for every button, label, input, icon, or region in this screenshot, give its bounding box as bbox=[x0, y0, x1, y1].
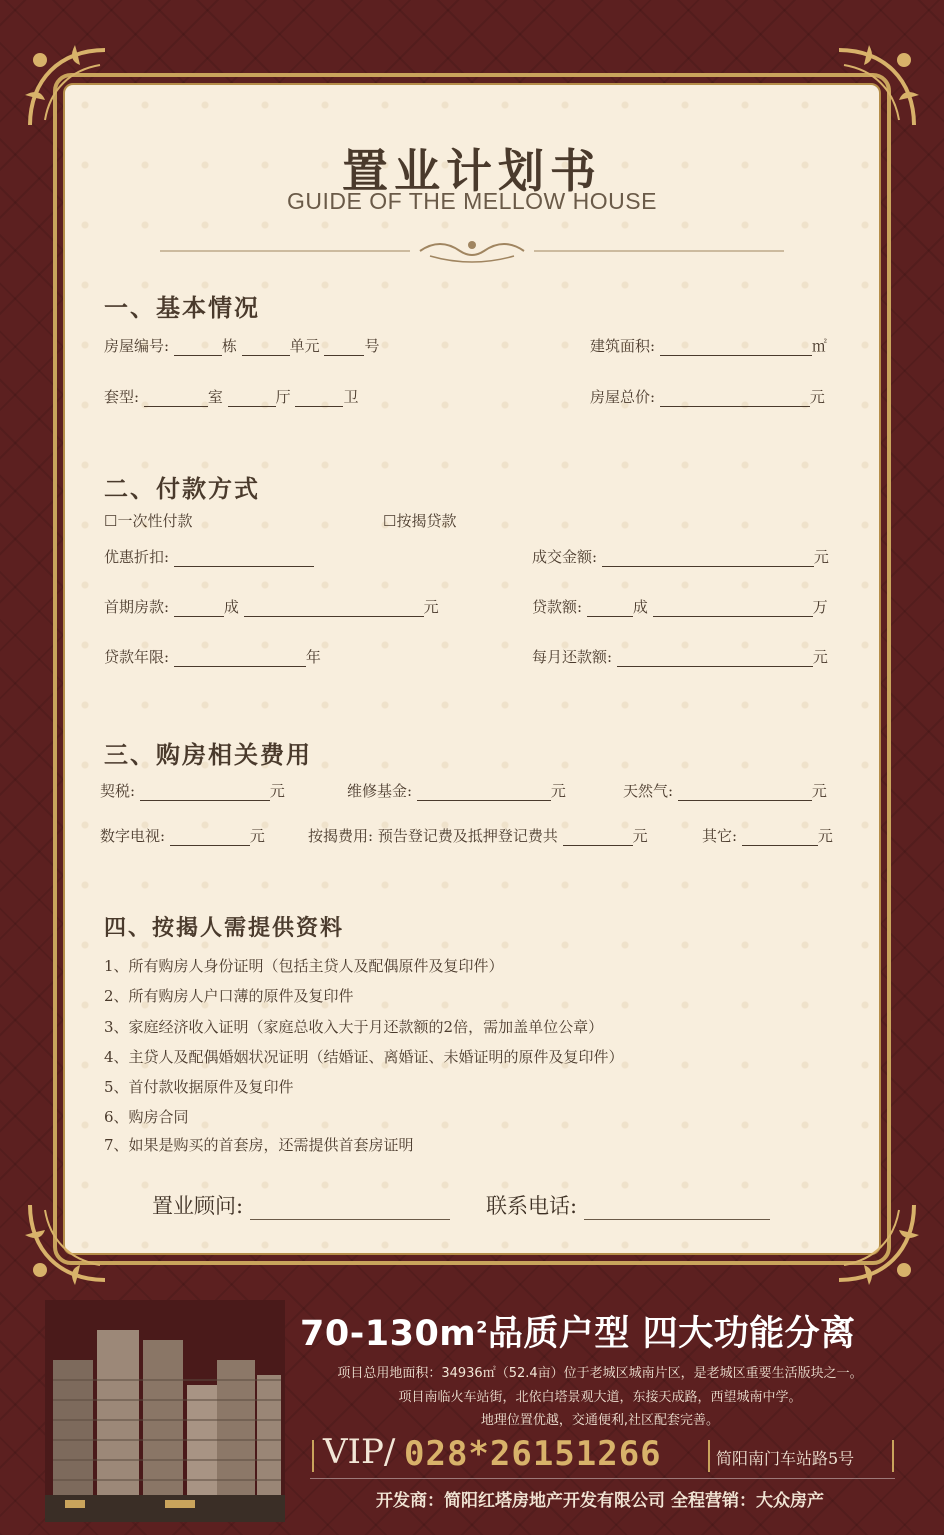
ad-headline-size: 70-130m bbox=[300, 1314, 477, 1354]
list-item: 2、所有购房人户口薄的原件及复印件 bbox=[104, 987, 354, 1005]
mortgage-fee-row bbox=[308, 825, 648, 846]
loan-percent-field[interactable] bbox=[587, 602, 633, 617]
gas-fee-field[interactable] bbox=[678, 786, 812, 801]
list-item: 1、所有购房人身份证明（包括主贷人及配偶原件及复印件） bbox=[104, 957, 504, 975]
repair-fund-field[interactable] bbox=[417, 786, 551, 801]
repair-fund-row bbox=[347, 780, 566, 801]
other-fee-label: 其它: bbox=[702, 827, 738, 845]
ad-headline-text: 品质户型 四大功能分离 bbox=[487, 1314, 856, 1354]
discount-row bbox=[104, 546, 314, 567]
mortgage-fee-label: 按揭费用: 预告登记费及抵押登记费共 bbox=[308, 827, 558, 845]
list-item: 6、购房合同 bbox=[104, 1108, 189, 1126]
list-item: 3、家庭经济收入证明（家庭总收入大于月还款额的2倍，需加盖单位公章） bbox=[104, 1018, 604, 1036]
page-subtitle: GUIDE OF THE MELLOW HOUSE bbox=[287, 188, 657, 214]
hotline-number[interactable]: 028*26151266 bbox=[404, 1434, 662, 1474]
building-render-image bbox=[45, 1300, 285, 1522]
deed-tax-row bbox=[100, 780, 285, 801]
gas-fee-row bbox=[623, 780, 827, 801]
room-label: 室 bbox=[207, 388, 223, 406]
room-number-label: 房屋编号: bbox=[104, 337, 170, 355]
corner-ornament-icon bbox=[20, 1200, 110, 1290]
loan-years-row bbox=[104, 646, 321, 667]
separator-line bbox=[312, 1440, 314, 1472]
ad-description-3: 地理位置优越，交通便利,社区配套完善。 bbox=[480, 1413, 720, 1428]
type-row bbox=[104, 386, 358, 407]
type-label: 套型: bbox=[104, 388, 140, 406]
corner-ornament-icon bbox=[834, 1200, 924, 1290]
list-item: 4、主贷人及配偶婚姻状况证明（结婚证、离婚证、未婚证明的原件及复印件） bbox=[104, 1048, 624, 1066]
loan-amount-row bbox=[532, 596, 828, 617]
down-payment-row bbox=[104, 596, 439, 617]
down-payment-label: 首期房款: bbox=[104, 598, 170, 616]
digital-tv-row bbox=[100, 825, 265, 846]
section-basic-heading: 一、基本情况 bbox=[104, 293, 260, 322]
repair-fund-label: 维修基金: bbox=[347, 782, 413, 800]
section-payment-heading: 二、付款方式 bbox=[104, 474, 260, 503]
corner-ornament-icon bbox=[20, 40, 110, 130]
ad-description-2: 项目南临火车站街，北依白塔景观大道，东接天成路，西望城南中学。 bbox=[398, 1390, 802, 1405]
mortgage-checkbox[interactable]: ☐按揭贷款 bbox=[383, 512, 457, 530]
total-price-row bbox=[590, 386, 825, 407]
unit-label: 单元 bbox=[289, 337, 320, 355]
bath-label: 卫 bbox=[343, 388, 359, 406]
other-fee-row bbox=[702, 825, 833, 846]
room-number-row bbox=[104, 335, 379, 356]
monthly-payment-label: 每月还款额: bbox=[532, 648, 613, 666]
advisor-row bbox=[152, 1190, 450, 1220]
corner-ornament-icon bbox=[834, 40, 924, 130]
gas-fee-label: 天然气: bbox=[623, 782, 674, 800]
mortgage-fee-field[interactable] bbox=[563, 831, 633, 846]
year-unit: 年 bbox=[305, 648, 321, 666]
yuan-unit: 元 bbox=[423, 598, 439, 616]
contact-phone-label: 联系电话: bbox=[486, 1194, 578, 1218]
section-documents-heading: 四、按揭人需提供资料 bbox=[104, 915, 345, 941]
area-unit: ㎡ bbox=[811, 337, 827, 355]
wan-unit: 万 bbox=[812, 598, 828, 616]
monthly-payment-field[interactable] bbox=[617, 652, 813, 667]
deal-amount-row bbox=[532, 546, 829, 567]
number-field[interactable] bbox=[324, 341, 364, 356]
down-percent-field[interactable] bbox=[174, 602, 224, 617]
yuan-unit: 元 bbox=[249, 827, 265, 845]
hall-field[interactable] bbox=[228, 392, 276, 407]
percent-unit: 成 bbox=[223, 598, 239, 616]
room-field[interactable] bbox=[144, 392, 208, 407]
area-field[interactable] bbox=[660, 341, 812, 356]
loan-years-label: 贷款年限: bbox=[104, 648, 170, 666]
scroll-divider-icon bbox=[160, 236, 784, 266]
total-price-label: 房屋总价: bbox=[590, 388, 656, 406]
contact-phone-field[interactable] bbox=[584, 1199, 770, 1220]
down-amount-field[interactable] bbox=[244, 602, 424, 617]
full-payment-checkbox[interactable]: ☐一次性付款 bbox=[104, 512, 193, 530]
yuan-unit: 元 bbox=[811, 782, 827, 800]
deal-amount-field[interactable] bbox=[602, 552, 814, 567]
yuan-unit: 元 bbox=[632, 827, 648, 845]
building-label: 栋 bbox=[221, 337, 237, 355]
yuan-unit: 元 bbox=[809, 388, 825, 406]
deed-tax-field[interactable] bbox=[140, 786, 270, 801]
digital-tv-field[interactable] bbox=[170, 831, 250, 846]
separator-line bbox=[708, 1440, 710, 1472]
loan-label: 贷款额: bbox=[532, 598, 583, 616]
discount-field[interactable] bbox=[174, 552, 314, 567]
separator-line bbox=[892, 1440, 894, 1472]
footer-divider bbox=[310, 1478, 895, 1479]
ad-description-1: 项目总用地面积：34936㎡（52.4亩）位于老城区城南片区，是老城区重要生活版块之一。 bbox=[337, 1366, 863, 1381]
other-fee-field[interactable] bbox=[742, 831, 818, 846]
deed-tax-label: 契税: bbox=[100, 782, 136, 800]
monthly-payment-row bbox=[532, 646, 828, 667]
number-label: 号 bbox=[364, 337, 380, 355]
address-text: 简阳南门车站路5号 bbox=[716, 1449, 855, 1468]
list-item: 7、如果是购买的首套房，还需提供首套房证明 bbox=[104, 1136, 414, 1154]
loan-years-field[interactable] bbox=[174, 652, 306, 667]
yuan-unit: 元 bbox=[817, 827, 833, 845]
yuan-unit: 元 bbox=[813, 548, 829, 566]
digital-tv-label: 数字电视: bbox=[100, 827, 166, 845]
area-label: 建筑面积: bbox=[590, 337, 656, 355]
ad-headline-sup: 2 bbox=[476, 1317, 488, 1337]
yuan-unit: 元 bbox=[550, 782, 566, 800]
deal-amount-label: 成交金额: bbox=[532, 548, 598, 566]
list-item: 5、首付款收据原件及复印件 bbox=[104, 1078, 294, 1096]
bath-field[interactable] bbox=[295, 392, 343, 407]
yuan-unit: 元 bbox=[812, 648, 828, 666]
total-price-field[interactable] bbox=[660, 392, 810, 407]
vip-label: VIP/ bbox=[323, 1432, 396, 1472]
advisor-label: 置业顾问: bbox=[152, 1194, 244, 1218]
building-field[interactable] bbox=[174, 341, 222, 356]
contact-phone-row bbox=[486, 1190, 770, 1220]
yuan-unit: 元 bbox=[269, 782, 285, 800]
ad-headline bbox=[300, 1306, 900, 1356]
advisor-field[interactable] bbox=[250, 1199, 450, 1220]
discount-label: 优惠折扣: bbox=[104, 548, 170, 566]
hall-label: 厅 bbox=[275, 388, 291, 406]
developer-footer: 开发商：简阳红塔房地产开发有限公司 全程营销：大众房产 bbox=[376, 1491, 824, 1511]
page-title: 置业计划书 bbox=[342, 144, 602, 198]
section-fees-heading: 三、购房相关费用 bbox=[104, 740, 312, 769]
loan-amount-field[interactable] bbox=[653, 602, 813, 617]
percent-unit: 成 bbox=[632, 598, 648, 616]
area-row bbox=[590, 335, 827, 356]
unit-field[interactable] bbox=[242, 341, 290, 356]
